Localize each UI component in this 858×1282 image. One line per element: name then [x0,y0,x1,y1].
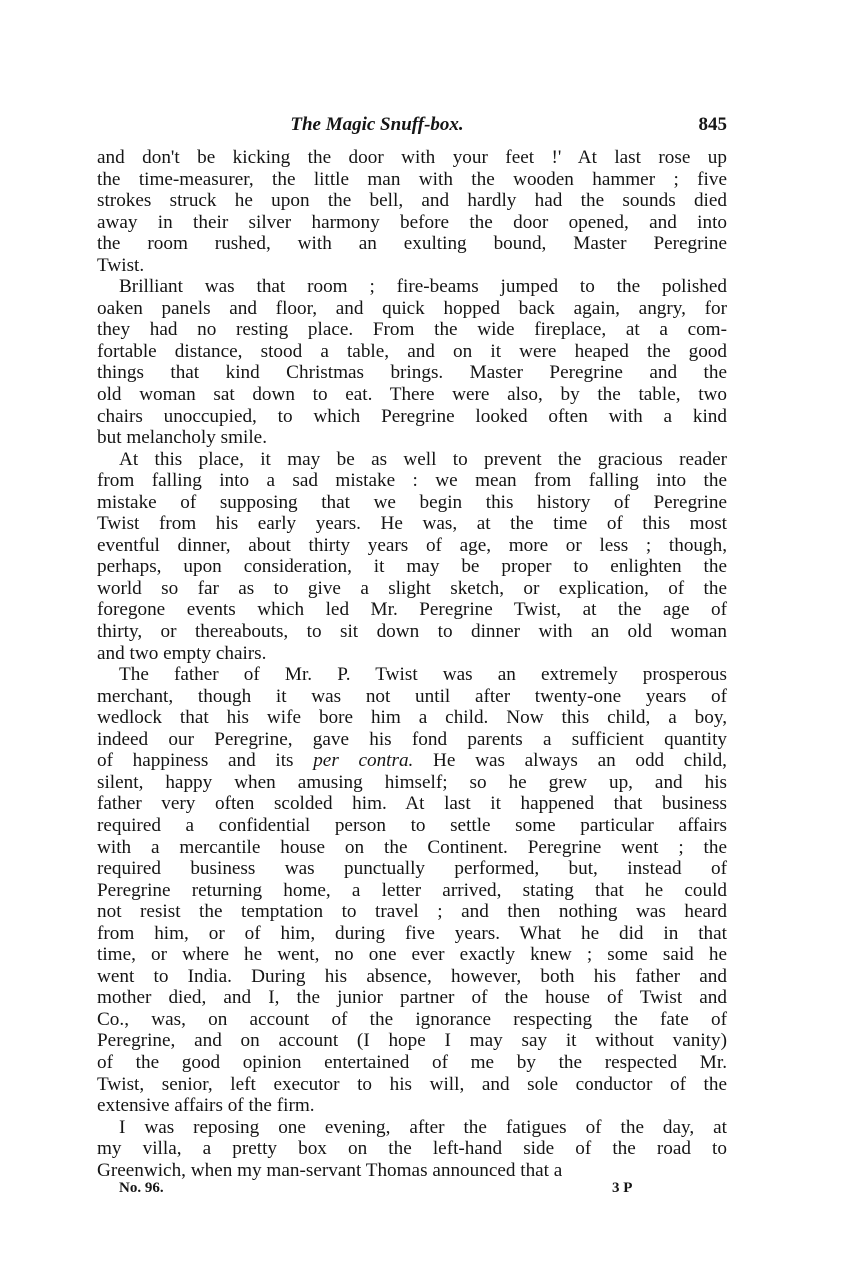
page-number: 845 [698,114,727,135]
paragraph [97,276,727,448]
text-line: oaken panels and floor, and quick hopped back again, angry, for [97,297,727,319]
text-line: perhaps, upon consideration, it may be proper to enlighten the [97,556,727,578]
text-line: eventful dinner, about thirty years of age, more or less ; though, [97,534,727,556]
text-segment: of happiness and its [97,750,314,772]
text-line: I was reposing one evening, after the fatigues of the day, at [119,1116,727,1138]
text-line: Peregrine returning home, a letter arrived, stating that he could [97,879,727,901]
text-line: things that kind Christmas brings. Master Peregrine and the [97,362,727,384]
text-line: chairs unoccupied, to which Peregrine looked often with a kind [97,405,727,427]
paragraph [97,1117,727,1182]
body-text [97,147,727,1181]
text-line: foregone events which led Mr. Peregrine Twist, at the age of [97,599,727,621]
text-line: required a confidential person to settle some particular affairs [97,814,727,836]
text-line [97,750,727,772]
text-line: Co., was, on account of the ignorance respecting the fate of [97,1008,727,1030]
page-header [97,114,727,140]
text-line: the room rushed, with an exulting bound, Master Peregrine [97,233,727,255]
paragraph [97,664,727,1116]
text-line: went to India. During his absence, however, both his father and [97,965,727,987]
text-line: Brilliant was that room ; fire-beams jumped to the polished [119,276,727,298]
text-line: fortable distance, stood a table, and on it were heaped the good [97,340,727,362]
running-title: The Magic Snuff-box. [290,114,464,135]
text-line: Twist, senior, left executor to his will, and sole conductor of the [97,1073,727,1095]
text-line: old woman sat down to eat. There were also, by the table, two [97,384,727,406]
text-line: but melancholy smile. [97,427,267,449]
text-line: The father of Mr. P. Twist was an extremely prosperous [119,664,727,686]
text-line: silent, happy when amusing himself; so he grew up, and his [97,771,727,793]
text-line: merchant, though it was not until after twenty-one years of [97,685,727,707]
text-line: thirty, or thereabouts, to sit down to dinner with an old woman [97,621,727,643]
text-line: father very often scolded him. At last it happened that business [97,793,727,815]
text-line: from falling into a sad mistake : we mean from falling into the [97,470,727,492]
text-line: time, or where he went, no one ever exactly knew ; some said he [97,944,727,966]
text-line: of the good opinion entertained of me by the respected Mr. [97,1051,727,1073]
text-line: Peregrine, and on account (I hope I may say it without vanity) [97,1030,727,1052]
text-line: from him, or of him, during five years. What he did in that [97,922,727,944]
paragraph [97,147,727,276]
text-segment: He was always an odd child, [413,750,727,772]
text-line: and two empty chairs. [97,642,267,664]
italic-phrase: per contra. [313,750,414,772]
text-line: Twist from his early years. He was, at the time of this most [97,513,727,535]
text-line: Twist. [97,254,145,276]
text-line: mistake of supposing that we begin this history of Peregrine [97,491,727,513]
text-line: the time-measurer, the little man with the wooden hammer ; five [97,168,727,190]
text-line: with a mercantile house on the Continent. Peregrine went ; the [97,836,727,858]
issue-number: No. 96. [119,1180,164,1196]
text-line: my villa, a pretty box on the left-hand side of the road to [97,1138,727,1160]
text-line: away in their silver harmony before the door opened, and into [97,211,727,233]
text-line: not resist the temptation to travel ; and then nothing was heard [97,901,727,923]
paragraph [97,449,727,664]
text-line: At this place, it may be as well to prevent the gracious reader [119,448,727,470]
text-line: extensive affairs of the firm. [97,1095,315,1117]
text-line: wedlock that his wife bore him a child. Now this child, a boy, [97,707,727,729]
text-line: world so far as to give a slight sketch, or explication, of the [97,577,727,599]
text-line: required business was punctually performed, but, instead of [97,858,727,880]
text-line: strokes struck he upon the bell, and hardly had the sounds died [97,190,727,212]
signature-mark: 3 P [612,1180,633,1196]
text-line: indeed our Peregrine, gave his fond parents a sufficient quantity [97,728,727,750]
text-line: they had no resting place. From the wide fireplace, at a com- [97,319,727,341]
text-line: mother died, and I, the junior partner of the house of Twist and [97,987,727,1009]
text-line: Greenwich, when my man-servant Thomas announced that a [97,1159,563,1181]
text-line: and don't be kicking the door with your feet !' At last rose up [97,147,727,168]
